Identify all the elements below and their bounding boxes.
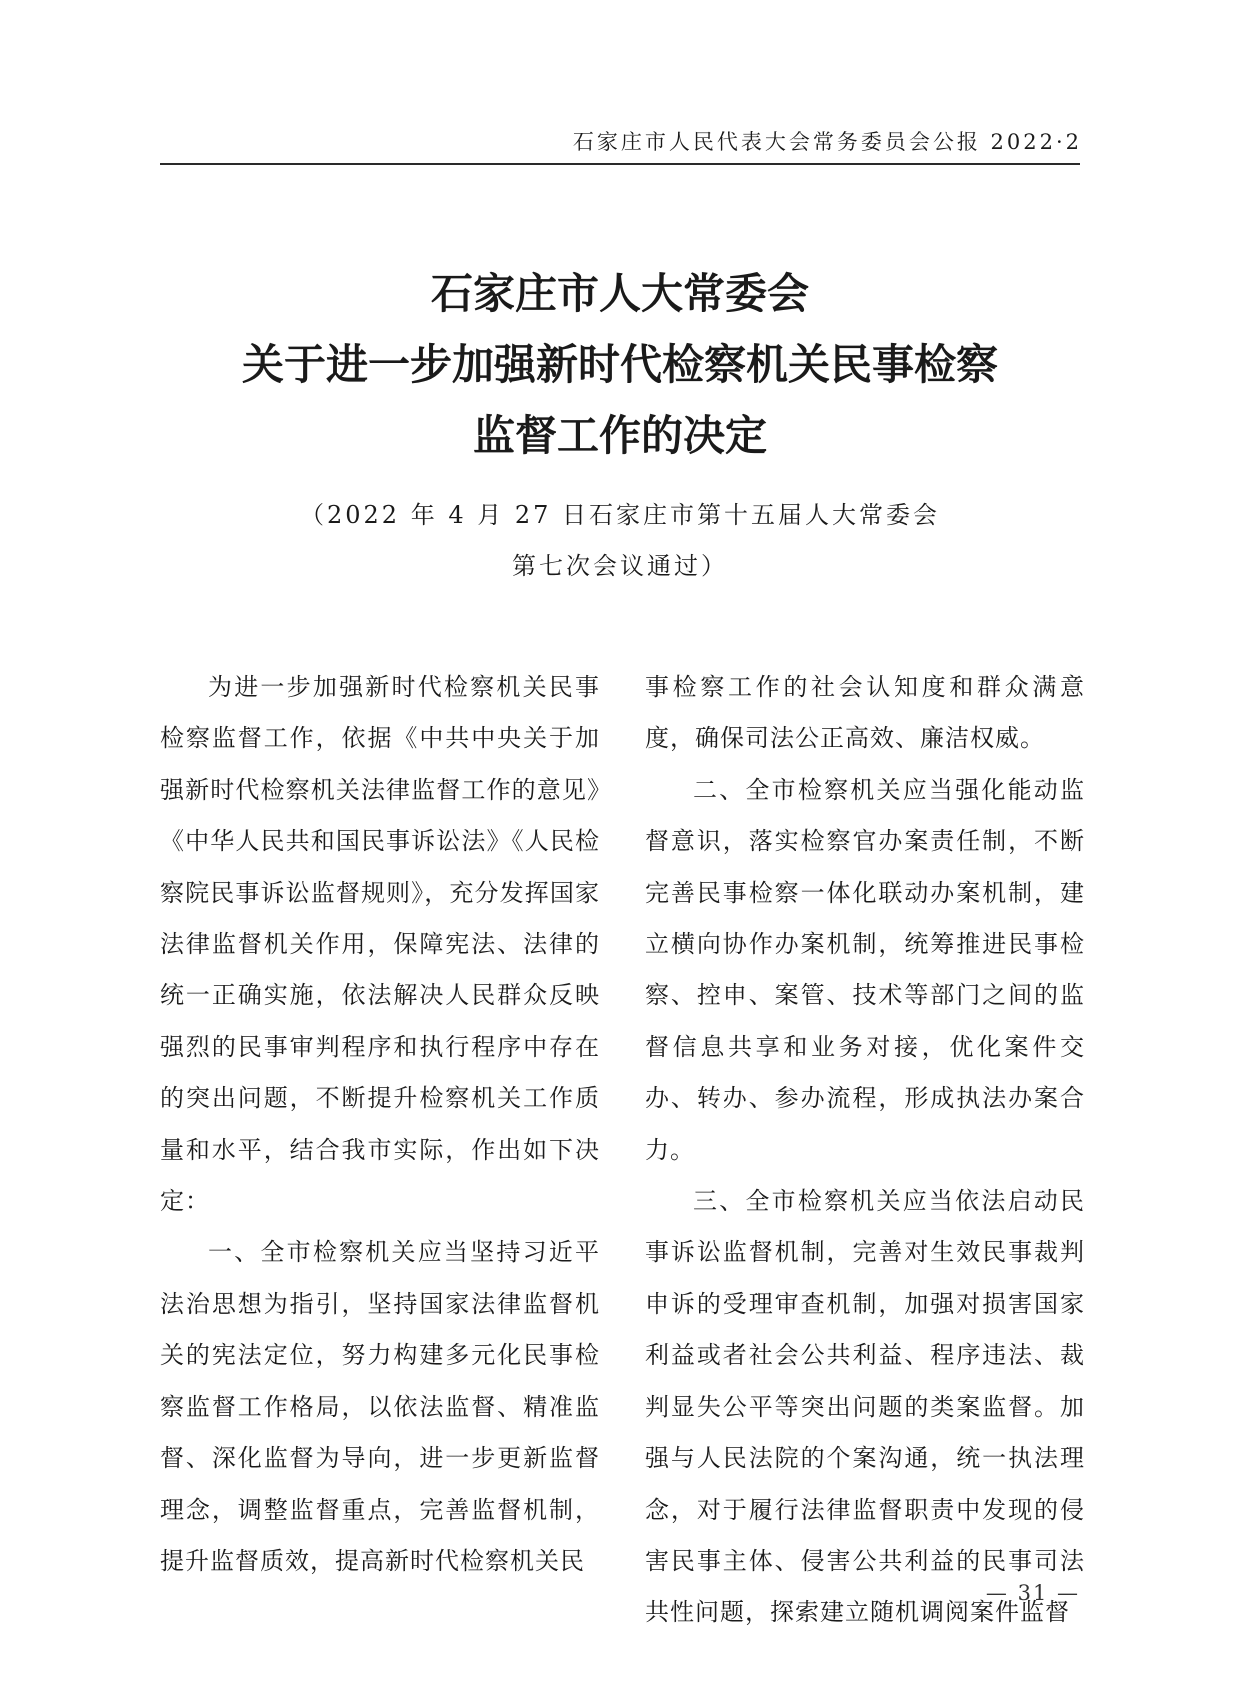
title-line-2: 关于进一步加强新时代检察机关民事检察	[241, 340, 998, 389]
running-header: 石家庄市人民代表大会常务委员会公报 2022·2	[572, 130, 1082, 154]
article-3-paragraph: 三、全市检察机关应当依法启动民事诉讼监督机制，完善对生效民事裁判申诉的受理审查机制，加强对损害国家利益或者社会公共利益、程序违法、裁判显失公平等突出问题的类案监督。加强与人民法院的个案沟通，统一执法理念，对于履行法律监督职责中发现的侵害民事主体、侵害公共利益的民事司法共性问题，探索建立随机调阅案件监督	[645, 1187, 1085, 1627]
adoption-note-line-2: 第七次会议通过）	[512, 552, 728, 580]
title-line-3: 监督工作的决定	[472, 411, 767, 460]
adoption-note	[160, 490, 1080, 592]
adoption-note-line-1: （2022 年 4 月 27 日石家庄市第十五届人大常委会	[299, 501, 941, 529]
preamble-paragraph: 为进一步加强新时代检察机关民事检察监督工作，依据《中共中央关于加强新时代检察机关法律监督工作的意见》《中华人民共和国民事诉讼法》《人民检察院民事诉讼监督规则》，充分发挥国家法律监督机关作用，保障宪法、法律的统一正确实施，依法解决人民群众反映强烈的民事审判程序和执行程序中存在的突出问题，不断提升检察机关工作质量和水平，结合我市实际，作出如下决定：	[160, 673, 600, 1216]
article-1-continuation: 事检察工作的社会认知度和群众满意度，确保司法公正高效、廉洁权威。	[645, 673, 1085, 753]
article-1-paragraph: 一、全市检察机关应当坚持习近平法治思想为指引，坚持国家法律监督机关的宪法定位，努力构建多元化民事检察监督工作格局，以依法监督、精准监督、深化监督为导向，进一步更新监督理念，调整监督重点，完善监督机制，提升监督质效，提高新时代检察机关民	[160, 1238, 600, 1575]
left-column	[160, 662, 600, 1587]
right-column	[645, 662, 1085, 1639]
title-line-1: 石家庄市人大常委会	[430, 269, 809, 318]
document-title	[160, 258, 1080, 471]
article-2-paragraph: 二、全市检察机关应当强化能动监督意识，落实检察官办案责任制，不断完善民事检察一体化联动办案机制，建立横向协作办案机制，统筹推进民事检察、控申、案管、技术等部门之间的监督信息共享和业务对接，优化案件交办、转办、参办流程，形成执法办案合力。	[645, 775, 1085, 1164]
page-number: — 31 —	[985, 1581, 1080, 1605]
header-divider	[160, 163, 1080, 165]
